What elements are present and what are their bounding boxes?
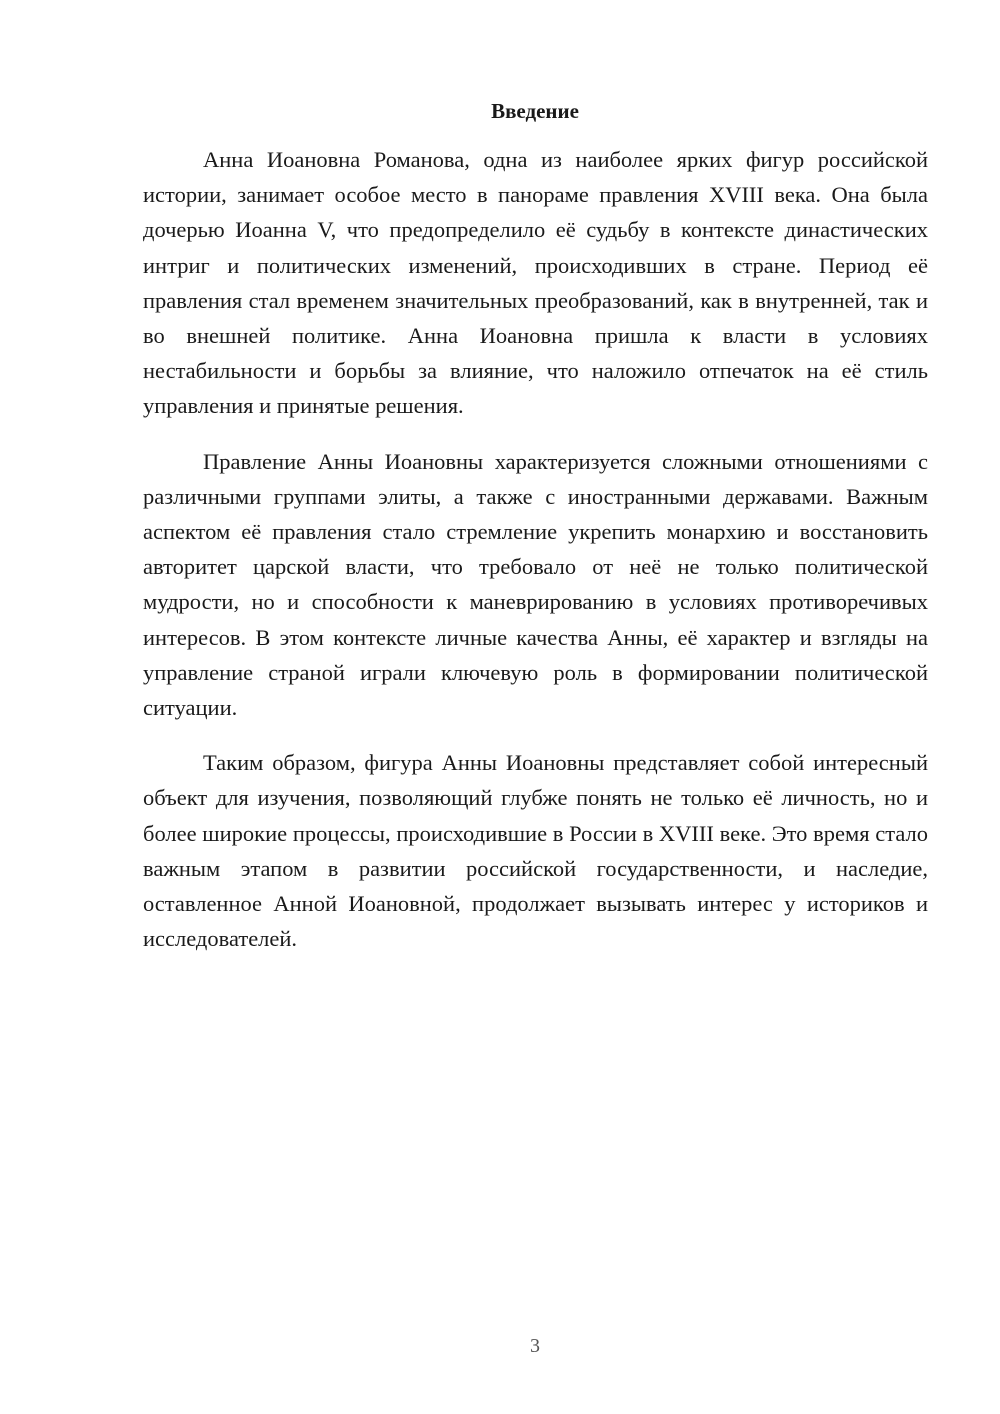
document-body xyxy=(143,142,928,976)
page-number: 3 xyxy=(530,1335,540,1357)
paragraph-3: Таким образом, фигура Анны Иоановны представляет собой интересный объект для изучения, позволяющий глубже понять не только её личность, но и более широкие процессы, происходившие в России в XVIII веке. Это время стало важным этапом в развитии российской государственности, и наследие, оставленное Анной Иоановной, продолжает вызывать интерес у историков и исследователей. xyxy=(143,750,928,952)
paragraph-2: Правление Анны Иоановны характеризуется сложными отношениями с различными группами элиты, а также с иностранными державами. Важным аспектом её правления стало стремление укрепить монархию и восстановить авторитет царской власти, что требовало от неё не только политической мудрости, но и способности к маневрированию в условиях противоречивых интересов. В этом контексте личные качества Анны, её характер и взгляды на управление страной играли ключевую роль в формировании политической ситуации. xyxy=(143,448,928,721)
paragraph-1: Анна Иоановна Романова, одна из наиболее ярких фигур российской истории, занимает особое место в панораме правления XVIII века. Она была дочерью Иоанна V, что предопределило её судьбу в контексте династических интриг и политических изменений, происходивших в стране. Период её правления стал временем значительных преобразований, как в внутренней, так и во внешней политике. Анна Иоановна пришла к власти в условиях нестабильности и борьбы за влияние, что наложило отпечаток на её стиль управления и принятые решения. xyxy=(143,147,928,419)
section-title: Введение xyxy=(491,99,579,123)
